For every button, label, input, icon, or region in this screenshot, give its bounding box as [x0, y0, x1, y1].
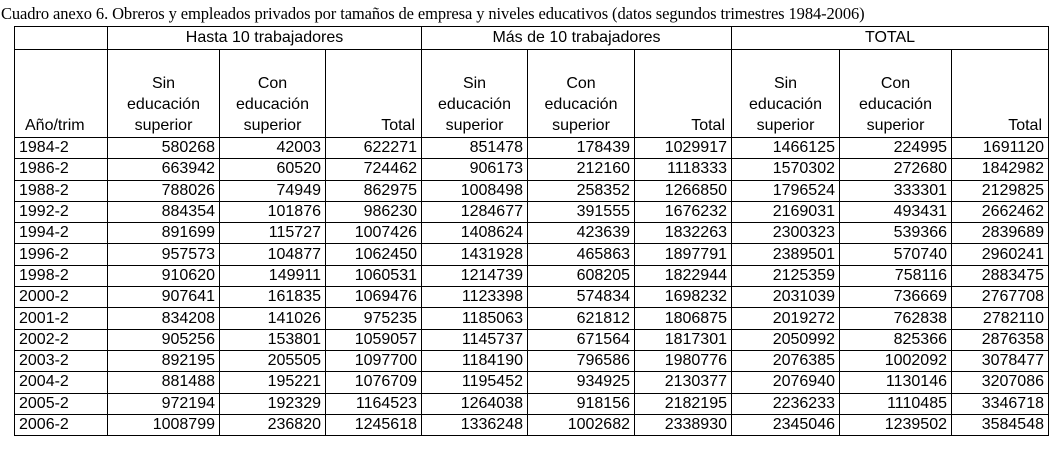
value-cell: 1195452: [422, 372, 528, 393]
value-cell: 1029917: [635, 138, 732, 159]
value-cell: 2782110: [952, 308, 1049, 329]
value-cell: 736669: [840, 287, 952, 308]
value-cell: 1097700: [326, 350, 422, 371]
value-cell: 1164523: [326, 393, 422, 414]
value-cell: 42003: [220, 138, 326, 159]
value-cell: 1336248: [422, 414, 528, 435]
value-cell: 891699: [108, 223, 220, 244]
value-cell: 224995: [840, 138, 952, 159]
value-cell: 539366: [840, 223, 952, 244]
col-header-con: Con educación superior: [840, 50, 952, 138]
value-cell: 1466125: [732, 138, 840, 159]
data-table: [14, 26, 1049, 436]
value-cell: 2050992: [732, 329, 840, 350]
value-cell: 2169031: [732, 201, 840, 222]
value-cell: 2076385: [732, 350, 840, 371]
value-cell: 1076709: [326, 372, 422, 393]
value-cell: 178439: [528, 138, 635, 159]
col-header-con: Con educación superior: [528, 50, 635, 138]
table-row: [15, 138, 1049, 159]
value-cell: 1284677: [422, 201, 528, 222]
year-cell: 2000-2: [15, 287, 108, 308]
value-cell: 1676232: [635, 201, 732, 222]
value-cell: 663942: [108, 159, 220, 180]
value-cell: 1002682: [528, 414, 635, 435]
value-cell: 333301: [840, 180, 952, 201]
value-cell: 574834: [528, 287, 635, 308]
value-cell: 2839689: [952, 223, 1049, 244]
value-cell: 892195: [108, 350, 220, 371]
value-cell: 1431928: [422, 244, 528, 265]
value-cell: 1570302: [732, 159, 840, 180]
value-cell: 1980776: [635, 350, 732, 371]
value-cell: 1897791: [635, 244, 732, 265]
value-cell: 1008498: [422, 180, 528, 201]
group-header-row: [15, 27, 1049, 50]
value-cell: 391555: [528, 201, 635, 222]
value-cell: 2389501: [732, 244, 840, 265]
value-cell: 2182195: [635, 393, 732, 414]
value-cell: 1069476: [326, 287, 422, 308]
value-cell: 2129825: [952, 180, 1049, 201]
value-cell: 762838: [840, 308, 952, 329]
value-cell: 862975: [326, 180, 422, 201]
value-cell: 101876: [220, 201, 326, 222]
value-cell: 986230: [326, 201, 422, 222]
value-cell: 1110485: [840, 393, 952, 414]
value-cell: 2300323: [732, 223, 840, 244]
table-row: [15, 244, 1049, 265]
value-cell: 1806875: [635, 308, 732, 329]
year-cell: 2006-2: [15, 414, 108, 435]
value-cell: 465863: [528, 244, 635, 265]
value-cell: 934925: [528, 372, 635, 393]
value-cell: 272680: [840, 159, 952, 180]
value-cell: 881488: [108, 372, 220, 393]
value-cell: 205505: [220, 350, 326, 371]
value-cell: 834208: [108, 308, 220, 329]
group-header-small: Hasta 10 trabajadores: [108, 27, 422, 50]
year-cell: 1996-2: [15, 244, 108, 265]
col-header-total: Total: [635, 50, 732, 138]
value-cell: 1059057: [326, 329, 422, 350]
col-header-sin: Sin educación superior: [422, 50, 528, 138]
value-cell: 1698232: [635, 287, 732, 308]
group-header-total: TOTAL: [732, 27, 1049, 50]
value-cell: 1184190: [422, 350, 528, 371]
value-cell: 192329: [220, 393, 326, 414]
value-cell: 2125359: [732, 265, 840, 286]
value-cell: 622271: [326, 138, 422, 159]
value-cell: 3078477: [952, 350, 1049, 371]
value-cell: 258352: [528, 180, 635, 201]
value-cell: 724462: [326, 159, 422, 180]
table-row: [15, 265, 1049, 286]
year-cell: 2005-2: [15, 393, 108, 414]
table-body: [15, 138, 1049, 436]
table-row: [15, 414, 1049, 435]
value-cell: 1002092: [840, 350, 952, 371]
year-cell: 1998-2: [15, 265, 108, 286]
value-cell: 788026: [108, 180, 220, 201]
table-row: [15, 159, 1049, 180]
value-cell: 910620: [108, 265, 220, 286]
value-cell: 1796524: [732, 180, 840, 201]
year-cell: 2004-2: [15, 372, 108, 393]
table-row: [15, 223, 1049, 244]
value-cell: 2019272: [732, 308, 840, 329]
value-cell: 905256: [108, 329, 220, 350]
value-cell: 972194: [108, 393, 220, 414]
group-header-large: Más de 10 trabajadores: [422, 27, 732, 50]
value-cell: 1266850: [635, 180, 732, 201]
value-cell: 3207086: [952, 372, 1049, 393]
table-row: [15, 180, 1049, 201]
value-cell: 1118333: [635, 159, 732, 180]
col-header-sin: Sin educación superior: [732, 50, 840, 138]
year-cell: 2003-2: [15, 350, 108, 371]
value-cell: 1060531: [326, 265, 422, 286]
value-cell: 906173: [422, 159, 528, 180]
year-cell: 1994-2: [15, 223, 108, 244]
value-cell: 153801: [220, 329, 326, 350]
table-row: [15, 201, 1049, 222]
value-cell: 1214739: [422, 265, 528, 286]
column-header-row: [15, 50, 1049, 138]
value-cell: 2130377: [635, 372, 732, 393]
value-cell: 1691120: [952, 138, 1049, 159]
value-cell: 1062450: [326, 244, 422, 265]
value-cell: 884354: [108, 201, 220, 222]
table-row: [15, 393, 1049, 414]
value-cell: 1264038: [422, 393, 528, 414]
value-cell: 1245618: [326, 414, 422, 435]
value-cell: 149911: [220, 265, 326, 286]
value-cell: 796586: [528, 350, 635, 371]
value-cell: 2662462: [952, 201, 1049, 222]
value-cell: 851478: [422, 138, 528, 159]
table-row: [15, 308, 1049, 329]
table-row: [15, 329, 1049, 350]
year-cell: 2001-2: [15, 308, 108, 329]
table-row: [15, 350, 1049, 371]
value-cell: 1239502: [840, 414, 952, 435]
value-cell: 621812: [528, 308, 635, 329]
value-cell: 1822944: [635, 265, 732, 286]
value-cell: 2767708: [952, 287, 1049, 308]
col-header-sin: Sin educación superior: [108, 50, 220, 138]
year-cell: 1992-2: [15, 201, 108, 222]
value-cell: 2876358: [952, 329, 1049, 350]
value-cell: 423639: [528, 223, 635, 244]
year-cell: 1986-2: [15, 159, 108, 180]
value-cell: 195221: [220, 372, 326, 393]
value-cell: 671564: [528, 329, 635, 350]
value-cell: 918156: [528, 393, 635, 414]
value-cell: 2236233: [732, 393, 840, 414]
table-row: [15, 287, 1049, 308]
value-cell: 1185063: [422, 308, 528, 329]
value-cell: 608205: [528, 265, 635, 286]
value-cell: 1123398: [422, 287, 528, 308]
value-cell: 236820: [220, 414, 326, 435]
value-cell: 580268: [108, 138, 220, 159]
value-cell: 212160: [528, 159, 635, 180]
value-cell: 104877: [220, 244, 326, 265]
col-header-year: Año/trim: [15, 50, 108, 138]
value-cell: 3584548: [952, 414, 1049, 435]
value-cell: 60520: [220, 159, 326, 180]
value-cell: 2883475: [952, 265, 1049, 286]
table-caption: Cuadro anexo 6. Obreros y empleados privados por tamaños de empresa y niveles educativos (datos segundos trimestres 1984-2006): [1, 4, 865, 23]
value-cell: 141026: [220, 308, 326, 329]
value-cell: 1130146: [840, 372, 952, 393]
value-cell: 2960241: [952, 244, 1049, 265]
year-cell: 1984-2: [15, 138, 108, 159]
value-cell: 758116: [840, 265, 952, 286]
value-cell: 74949: [220, 180, 326, 201]
value-cell: 115727: [220, 223, 326, 244]
value-cell: 2076940: [732, 372, 840, 393]
value-cell: 570740: [840, 244, 952, 265]
value-cell: 957573: [108, 244, 220, 265]
col-header-total: Total: [326, 50, 422, 138]
value-cell: 493431: [840, 201, 952, 222]
col-header-total: Total: [952, 50, 1049, 138]
table-row: [15, 372, 1049, 393]
value-cell: 1832263: [635, 223, 732, 244]
value-cell: 1408624: [422, 223, 528, 244]
value-cell: 1842982: [952, 159, 1049, 180]
value-cell: 907641: [108, 287, 220, 308]
value-cell: 2345046: [732, 414, 840, 435]
value-cell: 1817301: [635, 329, 732, 350]
value-cell: 2031039: [732, 287, 840, 308]
value-cell: 1007426: [326, 223, 422, 244]
year-cell: 2002-2: [15, 329, 108, 350]
value-cell: 2338930: [635, 414, 732, 435]
value-cell: 825366: [840, 329, 952, 350]
value-cell: 1008799: [108, 414, 220, 435]
col-header-con: Con educación superior: [220, 50, 326, 138]
value-cell: 3346718: [952, 393, 1049, 414]
group-header-empty: [15, 27, 108, 50]
value-cell: 975235: [326, 308, 422, 329]
value-cell: 1145737: [422, 329, 528, 350]
value-cell: 161835: [220, 287, 326, 308]
year-cell: 1988-2: [15, 180, 108, 201]
